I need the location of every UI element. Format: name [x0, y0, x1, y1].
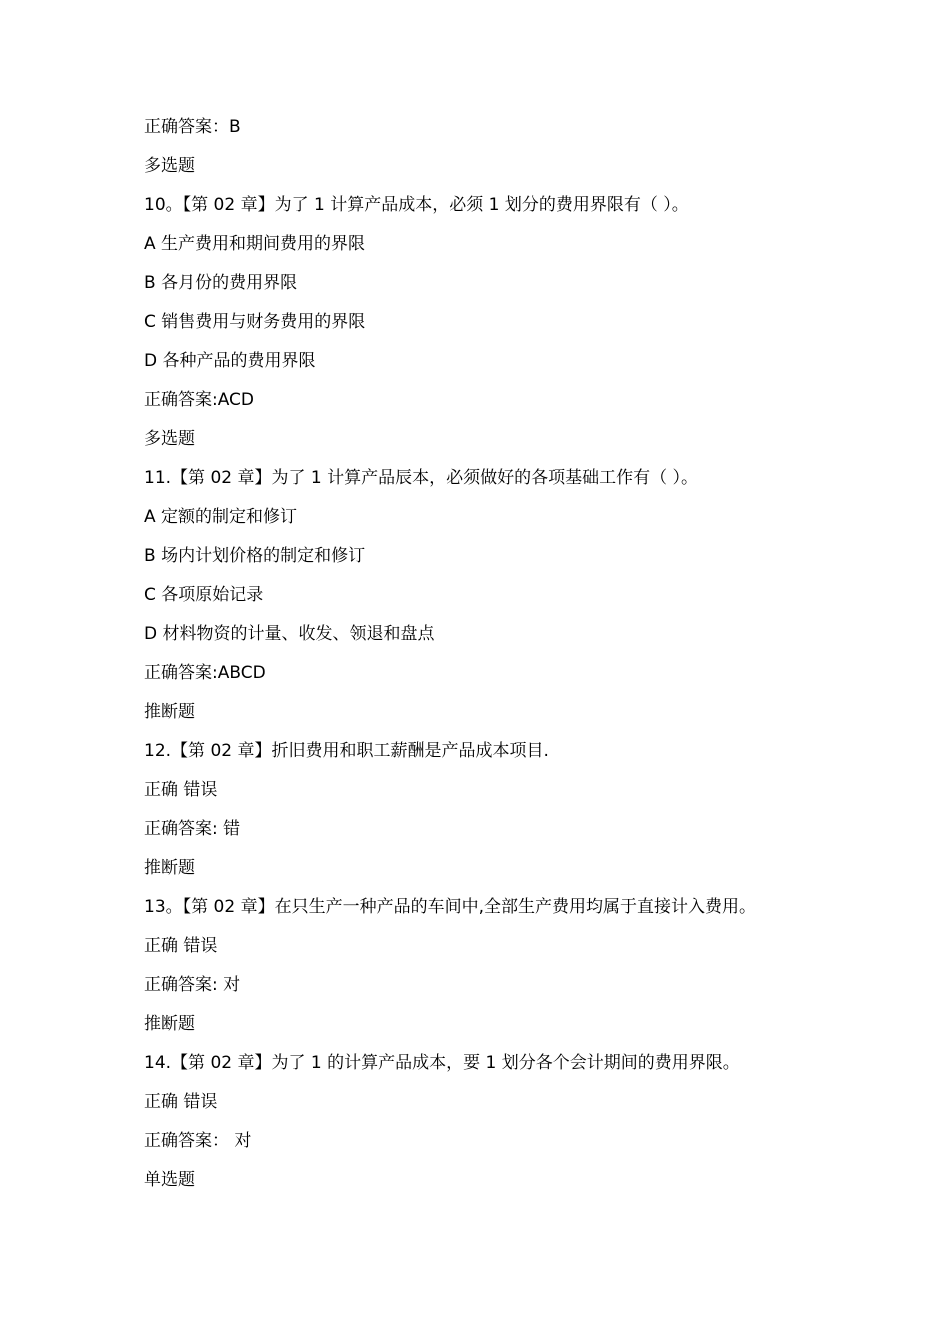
- answer-line: 正确答案: 错: [144, 819, 241, 839]
- answer-line: 正确答案:ACD: [144, 390, 255, 410]
- true-false-options: 正确 错误: [144, 936, 218, 956]
- option-a: A 生产费用和期间费用的界限: [144, 234, 366, 254]
- option-b: B 场内计划价格的制定和修订: [144, 546, 366, 566]
- question-text: 11.【第 02 章】为了 1 计算产品辰本，必须做好的各项基础工作有（ ）。: [144, 468, 699, 488]
- question-type-label: 多选题: [144, 429, 195, 449]
- true-false-options: 正确 错误: [144, 780, 218, 800]
- answer-line: 正确答案:ABCD: [144, 663, 266, 683]
- answer-line: 正确答案: 对: [144, 975, 241, 995]
- document-page: [144, 108, 844, 1200]
- question-text: 10。【第 02 章】为了 1 计算产品成本，必须 1 划分的费用界限有（ ）。: [144, 195, 689, 215]
- option-c: C 各项原始记录: [144, 585, 264, 605]
- question-type-label: 单选题: [144, 1170, 195, 1190]
- option-d: D 材料物资的计量、收发、领退和盘点: [144, 624, 435, 644]
- question-type-label: 推断题: [144, 1014, 195, 1034]
- question-text: 13。【第 02 章】在只生产一种产品的车间中,全部生产费用均属于直接计入费用。: [144, 897, 756, 917]
- option-b: B 各月份的费用界限: [144, 273, 298, 293]
- answer-line: 正确答案：B: [144, 117, 241, 137]
- question-type-label: 推断题: [144, 702, 195, 722]
- question-text: 14.【第 02 章】为了 1 的计算产品成本，要 1 划分各个会计期间的费用界限。: [144, 1053, 740, 1073]
- answer-line: 正确答案： 对: [144, 1131, 252, 1151]
- option-c: C 销售费用与财务费用的界限: [144, 312, 366, 332]
- question-text: 12.【第 02 章】折旧费用和职工薪酬是产品成本项目.: [144, 741, 549, 761]
- true-false-options: 正确 错误: [144, 1092, 218, 1112]
- question-type-label: 多选题: [144, 156, 195, 176]
- question-type-label: 推断题: [144, 858, 195, 878]
- option-a: A 定额的制定和修订: [144, 507, 298, 527]
- option-d: D 各种产品的费用界限: [144, 351, 316, 371]
